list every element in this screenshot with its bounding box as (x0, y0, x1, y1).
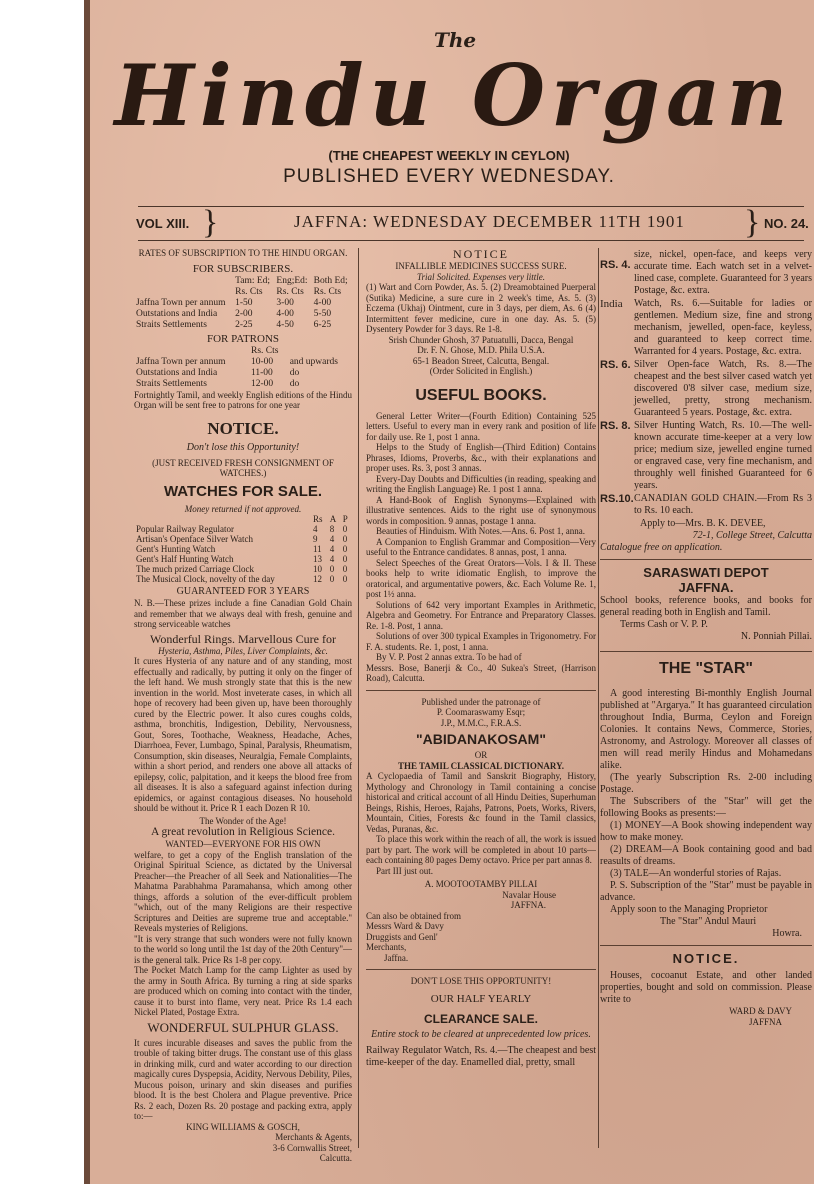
rate-value: 5-50 (313, 308, 332, 319)
pocket-lamp-text: The Pocket Match Lamp for the camp Lighter as used by the army in South Africa. By turning a ring at side sparks are produced which on coming into contact with the tinder, cause it to burst into flame, very neat. Price Rs 1.4 each Nickel Plated, Postage Extra. (134, 965, 352, 1017)
watch-price: 0 (329, 564, 335, 574)
table-row (134, 368, 352, 379)
tamil-dictionary-title: THE TAMIL CLASSICAL DICTIONARY. (397, 760, 565, 771)
list-item (600, 493, 812, 517)
price-label: RS. 6. (600, 359, 631, 371)
canadian-text: CANADIAN GOLD CHAIN.—From Rs 3 to Rs. 10 each. (634, 493, 812, 516)
vp-text: By V. P. Post 2 annas extra. To be had of (376, 652, 522, 662)
king-sub: Merchants & Agents, (275, 1132, 352, 1142)
column-1 (134, 248, 352, 1168)
watch-col-head: Rs (313, 514, 323, 524)
rate-value: 6-25 (313, 319, 332, 330)
patron-value: 10-00 (250, 356, 274, 367)
rate-col-head: Eng;Ed: (276, 275, 308, 286)
ward-city: JAFFNA (748, 1016, 782, 1027)
notice-2-heading: NOTICE. (672, 951, 740, 966)
list-item (600, 420, 812, 492)
watch-desc: Silver Hunting Watch, Rs. 10.—The well-known accurate time-keeper at a very low price; medium size, jewelled engine turned or engraved case, very fine mechanism, and throughly well finished Guaranteed for 6 years. (634, 420, 812, 491)
sulphur-body: It cures incurable diseases and saves the public from the trouble of taking bitter drugs. The constant use of this glass in drinking milk, curd and water according to our direction magically cures Dyspepsia, Acidity, Nervous Debility, Piles, Mucous poison, urinary and skin diseases and purifies blood. It is the best Cholera and Plague preventive. Price Rs. 2 each, Dozen Rs. 20 postage and packing extra, apply to:— (134, 1037, 352, 1121)
table-row (134, 564, 352, 574)
revolution-heading: A great revolution in Religious Science. (151, 826, 335, 838)
table-row (134, 379, 352, 390)
divider (600, 559, 812, 560)
railway-text: Railway Regulator Watch, Rs. 4.—The cheapest and best time-keeper of the day. Enamelled dial, pretty, small (366, 1044, 596, 1068)
abidana-heading: "ABIDANAKOSAM" (416, 731, 546, 747)
useful-books-heading: USEFUL BOOKS. (415, 386, 547, 404)
watch-price: 4 (329, 534, 335, 544)
patrons-table (134, 346, 352, 390)
bottom-rule (138, 240, 804, 241)
wanted-text: WANTED—EVERYONE FOR HIS OWN (165, 839, 321, 849)
star-body: A good interesting Bi-monthly English Journal published at "Argarya." It has guaranteed circulation throughout India, Burma, Ceylon and Foreign Colonies. It contains News, Commerce, Stories, Astronomy, and Astrology. Moreover all classes of men will read merily Hindus and Mohamedans alike. (600, 688, 812, 771)
watch-price: 0 (342, 544, 348, 554)
watch-price: 12 (313, 574, 323, 584)
brace-right: } (744, 204, 761, 241)
watch-price: 0 (342, 554, 348, 564)
date-label: JAFFNA: WEDNESDAY DECEMBER 11TH 1901 (294, 212, 685, 231)
notice-heading: NOTICE. (207, 418, 279, 438)
price-label: RS.10. (600, 493, 634, 505)
star-books: The Subscribers of the "Star" will get the following Books as presents:— (600, 796, 812, 819)
obtained-city: Jaffna. (384, 952, 409, 963)
list-item (600, 249, 812, 297)
dont-lose-text: Don't lose this Opportunity! (186, 441, 300, 453)
patron-value: 11-00 (250, 367, 273, 378)
part-3-text: Part III just out. (376, 865, 433, 876)
rate-place: Outstations and India (136, 308, 218, 319)
ward-text: WARD & DAVY (729, 1006, 792, 1016)
place-body: To place this work within the reach of all, the work is issued part by part. The work will be completed in about 10 parts—each containing 80 pages Demy octavo. Price per part annas 8. (366, 834, 596, 865)
ponniah-text: N. Ponniah Pillai. (740, 631, 812, 642)
column-2 (366, 248, 596, 1168)
watch-col-head: P (342, 514, 348, 524)
college-text: 72-1, College Street, Calcutta (692, 530, 812, 541)
rates-title: RATES OF SUBSCRIPTION TO THE HINDU ORGAN. (138, 248, 348, 258)
rings-sub: Hysteria, Asthma, Piles, Liver Complaints, &c. (158, 645, 328, 656)
divider (366, 969, 596, 970)
rate-unit: Rs. Cts (313, 286, 342, 297)
watch-item: The much prized Carriage Clock (136, 564, 254, 574)
star-dream: (2) DREAM—A Book containing good and bad reasults of dreams. (600, 844, 812, 867)
king-addr: 3-6 Cornwallis Street, (272, 1142, 352, 1153)
table-row (134, 320, 352, 331)
divider (600, 651, 812, 652)
andul-text: The "Star" Andul Mauri (660, 916, 757, 927)
rate-value: 4-50 (276, 319, 294, 330)
masthead-title: Hindu Organ (114, 46, 794, 145)
bose-text: Messrs. Bose, Banerji & Co., 40 Sukea's Street, (Harrison Road), Calcutta. (366, 662, 596, 683)
apply-star: Apply soon to the Managing Proprietor (610, 904, 768, 915)
masthead-the: The (434, 28, 477, 52)
book-item: General Letter Writer—(Fourth Edition) Containing 525 letters. Useful to every man in every rank and position of life for daily use. Re 1, post 1 anna. (366, 410, 596, 442)
subscribers-head: FOR SUBSCRIBERS. (192, 262, 294, 275)
money-returned: Money returned if not approved. (184, 503, 302, 514)
dictionary-body: A Cyclopaedia of Tamil and Sanskrit Biography, History, Mythology and Chronology in Tamil containing a concise historical and critical account of all Hindu Deities, Superhuman Beings, Rishis, Heroes, Rajahs, Patrons, Poets, Works, Rivers, Mountain, Cities, Forests &c found in the Tamil classics, Vedas, Puranas, &c. (366, 771, 596, 834)
book-item: Select Speeches of the Great Orators—Vols. I & II. These books help to write idiomatic English, to improve the oratorical, and argumentative powers, &c. Each Volume Re. 1, post 1½ anna. (366, 557, 596, 599)
watch-price: 4 (313, 524, 318, 534)
tagline: (THE CHEAPEST WEEKLY IN CEYLON) (328, 148, 570, 163)
issue-number: NO. 24. (764, 216, 809, 231)
table-row (134, 534, 352, 544)
catalogue-text: Catalogue free on application. (600, 542, 723, 553)
table-row (134, 309, 352, 320)
school-text: School books, reference books, and books for general reading both in English and Tamil. (600, 595, 812, 618)
rate-value: 2-25 (235, 319, 253, 330)
list-item (600, 298, 812, 358)
half-yearly: OUR HALF YEARLY (430, 992, 532, 1005)
watch-item: The Musical Clock, novelty of the day (136, 574, 275, 584)
srish-text: Srish Chunder Ghosh, 37 Patuatulli, Dacca, Bengal (388, 334, 574, 345)
patron-note: do (289, 378, 300, 389)
published-line: PUBLISHED EVERY WEDNESDAY. (283, 166, 615, 187)
navalar-text: Navalar House (502, 889, 556, 900)
quote-text: "It is very strange that such wonders were not fully known to the world so long until the 1st day of the 20th Century"—is the general talk. Price Rs 1-8 per copy. (134, 933, 352, 965)
dont-lose-2: DON'T LOSE THIS OPPORTUNITY! (410, 976, 552, 986)
consignment-text: (JUST RECEIVED FRESH CONSIGNMENT OF WATCHES.) (152, 457, 334, 478)
patron-value: 12-00 (250, 378, 274, 389)
watch-price: 8 (329, 524, 335, 534)
divider (366, 690, 596, 691)
medicines-text: (1) Wart and Corn Powder, As. 5. (2) Dreamobtained Puerperal (Sutika) Medicine, a sure cure in 2 week's time, As. 5. (3) Eczema (Ukhaj) Ointment, cure in 3 days, per diem, As. 6 (4) Intermittent fever medicine, cure in one day. As. 5. (5) Dysentery Powder for 3 days. Re 1-8. (366, 282, 596, 334)
price-label: RS. 8. (600, 420, 631, 432)
watch-item: Artisan's Openface Silver Watch (136, 534, 253, 544)
rings-heading: Wonderful Rings. Marvellous Cure for (150, 631, 336, 646)
column-3 (600, 248, 812, 1168)
entire-text: Entire stock to be cleared at unprecedented low prices. (371, 1028, 591, 1040)
star-heading: THE "STAR" (659, 660, 753, 677)
apply-text: Apply to—Mrs. B. K. DEVEE, (640, 518, 766, 529)
watch-price: 11 (313, 544, 322, 554)
list-item (600, 359, 812, 419)
watch-desc: Silver Open-face Watch, Rs. 8.—The cheapest and the best silver cased watch yet discovered 0'8 silver case, medium size, jewelled, pretty, strong mechanism. Guaranteed 5 years. Postage, &c. extra. (634, 359, 812, 418)
rate-unit: Rs. Cts (235, 286, 263, 297)
coomara-text: P. Coomaraswamy Esqr; (436, 707, 526, 717)
jaffna-text: JAFFNA. (510, 900, 546, 910)
watch-price: 0 (329, 574, 335, 584)
price-label: RS. 4. (600, 259, 631, 271)
guaranteed-text: GUARANTEED FOR 3 YEARS (176, 586, 310, 597)
watch-price: 9 (313, 534, 318, 544)
rate-value: 3-00 (276, 297, 294, 308)
divider (600, 945, 812, 946)
patron-place: Outstations and India (136, 367, 218, 378)
watch-item: Gent's Hunting Watch (136, 544, 216, 554)
terms-text: Terms Cash or V. P. P. (620, 619, 708, 630)
sulphur-heading: WONDERFUL SULPHUR GLASS. (147, 1019, 339, 1035)
rate-col-head: Both Ed; (313, 275, 348, 286)
book-item: A Companion to English Grammar and Composition—Very useful to the Entrance candidates. 8 annas, post, 1 anna. (366, 536, 596, 557)
masthead (104, 20, 804, 145)
rate-col-head: Tam: Ed; (235, 275, 271, 286)
newspaper-page (84, 0, 814, 1184)
fortnightly-text: Fortnightly Tamil, and weekly English editions of the Hindu Organ will be sent free to patrons for one year (134, 389, 352, 410)
infallible-text: INFALLIBLE MEDICINES SUCCESS SURE. (395, 261, 567, 271)
patron-place: Straits Settlements (136, 378, 207, 389)
obtained-text: Can also be obtained from Messrs Ward & Davy Druggists and Genl' Merchants, (366, 910, 461, 952)
table-row (134, 524, 352, 534)
table-row (134, 298, 352, 309)
table-row (134, 544, 352, 554)
watch-price: 0 (342, 524, 348, 534)
watch-col-head: A (329, 514, 337, 524)
column-rule-1 (358, 248, 359, 1148)
rate-value: 1-50 (235, 297, 253, 308)
book-item: Helps to the Study of English—(Third Edition) Contains Phrases, Idioms, Proverbs, &c., with their explanations and proper uses. Rs. 3, post 3 annas. (366, 442, 596, 473)
column-rule-2 (598, 248, 599, 1148)
jp-text: J.P., M.M.C., F.R.A.S. (440, 717, 522, 728)
watches-table (134, 514, 352, 584)
watch-price: 13 (313, 554, 323, 564)
or-text: OR (474, 750, 488, 760)
table-row (134, 574, 352, 584)
rate-unit: Rs. Cts (276, 286, 304, 297)
watch-item: Popular Railway Regulator (136, 524, 234, 534)
book-item: Solutions of 642 very important Examples in Arithmetic, Algebra and Geometry. For Entrance and Preparatory Classes. Re. 1-8. Post, 1 anna. (366, 599, 596, 631)
beadon-text: 65-1 Beadon Street, Calcutta, Bengal. (412, 355, 550, 366)
moota-text: A. MOOTOOTAMBY PILLAI (424, 879, 538, 889)
watch-desc: Watch, Rs. 6.—Suitable for ladies or gentlemen. Medium size, fine and strong mechanism, jewelled, open-face, keyless, and guaranteed to keep correct time. Warranted for 4 years. Postage, &c. extra. (634, 298, 812, 357)
watch-price: 0 (342, 564, 348, 574)
table-row (134, 357, 352, 368)
patronage-text: Published under the patronage of (421, 696, 541, 707)
patrons-head: FOR PATRONS (206, 332, 280, 345)
patrons-unit: Rs. Cts (250, 345, 279, 356)
king-name: KING WILLIAMS & GOSCH, (186, 1121, 300, 1132)
star-tale: (3) TALE—An wonderful stories of Rajas. (610, 868, 782, 879)
star-ps: P. S. Subscription of the "Star" must be payable in advance. (600, 880, 812, 903)
nb-text: N. B.—These prizes include a fine Canadian Gold Chain and remember that we always deal with fresh, genuine and strong serviceable watches (134, 598, 352, 629)
patron-note: and upwards (289, 356, 338, 367)
watch-item: Gent's Half Hunting Watch (136, 554, 234, 564)
table-row (134, 554, 352, 564)
book-item: Solutions of over 300 typical Examples in Trigonometry. For F. A. students. Re. 1, post, 1 anna. (366, 631, 596, 652)
order-text: (Order Solicited in English.) (429, 366, 533, 376)
wonder-text: The Wonder of the Age! (199, 815, 287, 826)
book-item: A Hand-Book of English Synonyms—Explained with illustrative sentences. Aids to the right use of synonymous words in composition. 9 annas, postage 1 anna. (366, 494, 596, 526)
watch-price: 4 (329, 544, 335, 554)
star-money: (1) MONEY—A Book showing independent way how to make money. (600, 820, 812, 843)
watch-price: 4 (329, 554, 335, 564)
trial-text: Trial Solicited. Expenses very little. (417, 271, 545, 282)
dateline (84, 204, 814, 241)
saraswati-city: JAFFNA. (678, 580, 734, 595)
watch-desc: size, nickel, open-face, and keeps very accurate time. Each watch set in a velvet-lined case, complete. Guaranteed for 3 years Postage, &c. extra. (634, 249, 812, 296)
clearance-heading: CLEARANCE SALE. (423, 1011, 538, 1026)
notice-title: NOTICE (453, 248, 509, 261)
patron-note: do (289, 367, 300, 378)
houses-text: Houses, cocoanut Estate, and other landed properties, bought and sold on commission. Please write to (600, 970, 812, 1005)
watches-heading: WATCHES FOR SALE. (163, 482, 323, 500)
book-item: Every-Day Doubts and Difficulties (in reading, speaking and writing the English Language) Re. 1 post 1 anna. (366, 473, 596, 494)
volume-label: VOL XIII. (136, 216, 190, 231)
ghose-text: Dr. F. N. Ghose, M.D. Phila U.S.A. (417, 345, 545, 355)
rate-value: 4-00 (276, 308, 294, 319)
rate-place: Straits Settlements (136, 319, 207, 330)
brace-left: } (202, 204, 219, 241)
star-subscription: (The yearly Subscription Rs. 2-00 including Postage. (600, 772, 812, 795)
rate-place: Jaffna Town per annum (136, 297, 226, 308)
rates-table (134, 276, 352, 331)
patron-place: Jaffna Town per annum (136, 356, 226, 367)
rate-value: 4-00 (313, 297, 332, 308)
howra-text: Howra. (772, 928, 802, 939)
watch-price: 10 (313, 564, 323, 574)
king-city: Calcutta. (319, 1153, 352, 1163)
rate-value: 2-00 (235, 308, 253, 319)
watch-price: 0 (342, 574, 348, 584)
india-label: India (600, 298, 623, 310)
watch-price: 0 (342, 534, 348, 544)
revolution-body: welfare, to get a copy of the English translation of the Original Spiritual Science, as dictated by the Universal Preacher—the Preacher of all Seek and Nationalities—The Mahatma Parabhahma Paramahansa, which among other things, affords a solution of the ever-difficult problem "which, out of the many Religions are their respective Scriptures and Deities are supreme true and acceptable." Reveals mysteries of Religions. (134, 849, 352, 933)
saraswati-heading: SARASWATI DEPOT (643, 565, 769, 580)
book-item: Beauties of Hinduism. With Notes.—Ans. 6. Post 1, anna. (376, 526, 585, 536)
rings-body: It cures Hysteria of any nature and of any standing, most effectually and radically, by putting it only on the finger of the left hand. We mush strongly state that this is the new invention in the world. Most inveterate cases, in which all hope of recovery had been given up, have been thoroughly cured by the Electric power. It also cures coughs colds, asthma, bronchitis, Indigestion, Debility, Nervousness, Gout, Sores, Toothache, Weakness, Headache, Aches, Diarrhoea, Fever, Lumbago, Spinal, Paralysis, Rheumatism, Consumption, skin diseases, Neuralgia, Female Complaints, within a short period, and renders one above all attacks of epilepsy, colic, palpitation, and it keeps the blood free from all diseases. It is also a safeguard against infection during epidemics, or against contagious diseases. No household should be without it. Price R 1 each Dozen R 10. (134, 656, 352, 813)
